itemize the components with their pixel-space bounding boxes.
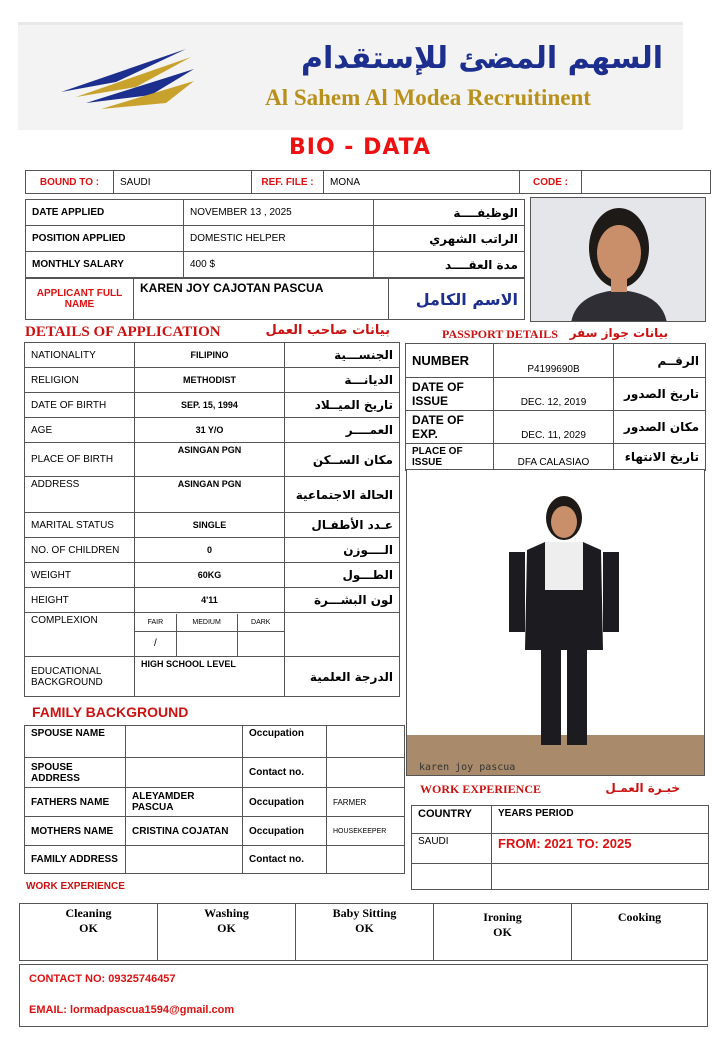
family-sub-label: Occupation — [243, 726, 327, 758]
detail-label: NO. OF CHILDREN — [25, 538, 135, 563]
detail-label: WEIGHT — [25, 563, 135, 588]
detail-arabic: عـدد الأطفـال — [285, 513, 400, 538]
detail-arabic: الجنســـية — [285, 343, 400, 368]
detail-arabic: تاريخ الميــلاد — [285, 393, 400, 418]
detail-arabic: لون البشـــرة — [285, 588, 400, 613]
contact-phone-line — [29, 973, 176, 985]
skill-name: Cleaning — [65, 906, 112, 920]
contact-email-line — [29, 1004, 234, 1016]
skill-name: Washing — [204, 906, 249, 920]
passport-value: P4199690B — [494, 344, 614, 378]
date-applied-label: DATE APPLIED — [26, 200, 184, 226]
email-label: EMAIL: — [29, 1004, 67, 1016]
page-title: BIO - DATA — [288, 135, 431, 160]
salary-arabic: مدة العقــــد — [374, 252, 525, 278]
family-sub-value: FARMER — [327, 788, 405, 817]
details-table — [24, 342, 400, 697]
applicant-name: KAREN JOY CAJOTAN PASCUA — [134, 279, 389, 320]
complexion-dark: DARK — [237, 614, 284, 632]
passport-row — [406, 444, 706, 471]
country-value: SAUDI — [412, 834, 492, 864]
complexion-fair: FAIR — [135, 614, 176, 632]
detail-arabic: الحالة الاجتماعية — [285, 477, 400, 513]
passport-label: DATE OF EXP. — [406, 411, 494, 444]
full-body-portrait-icon — [407, 470, 705, 776]
phone-label: CONTACT NO: — [29, 973, 106, 985]
details-row — [25, 513, 400, 538]
complexion-options — [135, 614, 284, 656]
applicant-arabic: الاسم الكامل — [389, 279, 525, 320]
details-row — [25, 563, 400, 588]
passport-arabic: تاريخ الانتهاء — [614, 444, 706, 471]
detail-value: 60KG — [135, 563, 285, 588]
skill-status: OK — [217, 921, 236, 935]
family-label: SPOUSE NAME — [25, 726, 126, 758]
family-heading: FAMILY BACKGROUND — [32, 704, 189, 720]
detail-value: SEP. 15, 1994 — [135, 393, 285, 418]
email-value[interactable]: lormadpascua1594@gmail.com — [69, 1004, 235, 1016]
contact-box — [19, 964, 708, 1027]
skill-cell — [158, 904, 296, 961]
applicant-name-table — [25, 278, 525, 320]
code-value — [582, 171, 711, 194]
skill-name: Cooking — [617, 910, 662, 924]
skill-cell — [572, 904, 708, 961]
passport-row — [406, 378, 706, 411]
details-heading: DETAILS OF APPLICATION — [25, 324, 221, 340]
skills-heading: WORK EXPERIENCE — [26, 881, 125, 892]
salary-label: MONTHLY SALARY — [26, 252, 184, 278]
position-arabic: الراتب الشهري — [374, 226, 525, 252]
headshot-portrait-icon — [531, 198, 706, 322]
passport-arabic: تاريخ الصدور — [614, 378, 706, 411]
family-row — [25, 726, 405, 758]
details-row — [25, 393, 400, 418]
detail-label: DATE OF BIRTH — [25, 393, 135, 418]
family-sub-label: Contact no. — [243, 758, 327, 788]
complexion-medium: MEDIUM — [176, 614, 237, 632]
detail-value: FILIPINO — [135, 343, 285, 368]
detail-label: NATIONALITY — [25, 343, 135, 368]
bound-to-label: BOUND TO : — [26, 171, 114, 194]
ref-file-value: MONA — [324, 171, 520, 194]
agency-english-name: Al Sahem Al Modea Recruitinent — [265, 85, 591, 110]
applicant-label: APPLICANT FULL NAME — [26, 279, 134, 320]
family-value — [126, 846, 243, 874]
passport-table — [405, 343, 706, 471]
education-value: HIGH SCHOOL LEVEL — [135, 657, 285, 697]
passport-row — [406, 344, 706, 378]
family-sub-label: Contact no. — [243, 846, 327, 874]
details-row — [25, 538, 400, 563]
applicant-headshot — [530, 197, 706, 322]
complexion-label: COMPLEXION — [25, 613, 135, 657]
complexion-row — [25, 613, 400, 657]
detail-value: 31 Y/O — [135, 418, 285, 443]
education-arabic: الدرجة العلمية — [285, 657, 400, 697]
period-header: YEARS PERIOD — [492, 806, 709, 834]
application-table — [25, 199, 525, 278]
family-sub-value: HOUSEKEEPER — [327, 817, 405, 846]
date-applied-arabic: الوظيفــــة — [374, 200, 525, 226]
skill-cell — [20, 904, 158, 961]
work-experience-heading-arabic: خبـرة العمـل — [605, 781, 680, 795]
date-applied-value: NOVEMBER 13 , 2025 — [184, 200, 374, 226]
family-row — [25, 788, 405, 817]
passport-arabic: الرقــم — [614, 344, 706, 378]
family-row — [25, 846, 405, 874]
salary-value: 400 $ — [184, 252, 374, 278]
code-label: CODE : — [520, 171, 582, 194]
work-experience-heading: WORK EXPERIENCE — [420, 782, 542, 796]
details-row — [25, 368, 400, 393]
family-row — [25, 758, 405, 788]
family-value — [126, 726, 243, 758]
detail-label: MARITAL STATUS — [25, 513, 135, 538]
education-row — [25, 657, 400, 697]
family-label: MOTHERS NAME — [25, 817, 126, 846]
detail-label: HEIGHT — [25, 588, 135, 613]
work-experience-table — [411, 805, 709, 890]
skill-cell — [434, 904, 572, 961]
skill-cell — [296, 904, 434, 961]
phone-value: 09325746457 — [108, 973, 176, 985]
passport-label: NUMBER — [406, 344, 494, 378]
family-label: SPOUSE ADDRESS — [25, 758, 126, 788]
details-row — [25, 418, 400, 443]
details-row — [25, 343, 400, 368]
family-table — [24, 725, 405, 874]
detail-value: METHODIST — [135, 368, 285, 393]
details-row — [25, 588, 400, 613]
family-label: FAMILY ADDRESS — [25, 846, 126, 874]
passport-heading-arabic: بيانات جواز سفر — [569, 326, 668, 340]
detail-label: ADDRESS — [25, 477, 135, 513]
country-header: COUNTRY — [412, 806, 492, 834]
detail-value: ASINGAN PGN — [135, 477, 285, 513]
top-info-row — [25, 170, 711, 194]
details-heading-arabic: بيانات صاحب العمل — [265, 323, 390, 338]
agency-logo-icon — [56, 37, 196, 117]
skills-table — [19, 903, 708, 961]
detail-value: ASINGAN PGN — [135, 443, 285, 477]
passport-label: PLACE OF ISSUE — [406, 444, 494, 471]
family-sub-label: Occupation — [243, 817, 327, 846]
family-label: FATHERS NAME — [25, 788, 126, 817]
detail-arabic: الديانـــة — [285, 368, 400, 393]
detail-label: RELIGION — [25, 368, 135, 393]
skill-name: Ironing — [483, 910, 522, 924]
passport-heading: PASSPORT DETAILS — [442, 327, 558, 341]
detail-value: SINGLE — [135, 513, 285, 538]
skill-status: OK — [355, 921, 374, 935]
passport-value: DFA CALASIAO — [494, 444, 614, 471]
details-row — [25, 443, 400, 477]
detail-value: 0 — [135, 538, 285, 563]
family-row — [25, 817, 405, 846]
details-row — [25, 477, 400, 513]
passport-value: DEC. 11, 2029 — [494, 411, 614, 444]
applicant-full-photo — [406, 469, 705, 776]
family-sub-value — [327, 846, 405, 874]
position-value: DOMESTIC HELPER — [184, 226, 374, 252]
skill-name: Baby Sitting — [332, 906, 397, 920]
family-sub-value — [327, 726, 405, 758]
skill-status: OK — [493, 925, 512, 939]
detail-arabic: الطـــول — [285, 563, 400, 588]
agency-arabic-name: السهم المضئ للإستقدام — [301, 41, 663, 76]
detail-label: AGE — [25, 418, 135, 443]
complexion-fair-mark: / — [135, 632, 176, 656]
position-label: POSITION APPLIED — [26, 226, 184, 252]
agency-header — [18, 22, 683, 130]
passport-arabic: مكان الصدور — [614, 411, 706, 444]
family-sub-label: Occupation — [243, 788, 327, 817]
photo-caption: karen joy pascua — [419, 762, 516, 773]
family-value: CRISTINA COJATAN — [126, 817, 243, 846]
detail-value: 4'11 — [135, 588, 285, 613]
education-label: EDUCATIONAL BACKGROUND — [25, 657, 135, 697]
period-value: FROM: 2021 TO: 2025 — [492, 834, 709, 864]
bound-to-value: SAUDI — [114, 171, 252, 194]
detail-label: PLACE OF BIRTH — [25, 443, 135, 477]
skill-status: OK — [79, 921, 98, 935]
family-sub-value — [327, 758, 405, 788]
detail-arabic: مكان الســكن — [285, 443, 400, 477]
family-value: ALEYAMDER PASCUA — [126, 788, 243, 817]
passport-label: DATE OF ISSUE — [406, 378, 494, 411]
detail-arabic: العمــــر — [285, 418, 400, 443]
passport-row — [406, 411, 706, 444]
passport-value: DEC. 12, 2019 — [494, 378, 614, 411]
detail-arabic: الــــوزن — [285, 538, 400, 563]
ref-file-label: REF. FILE : — [252, 171, 324, 194]
family-value — [126, 758, 243, 788]
